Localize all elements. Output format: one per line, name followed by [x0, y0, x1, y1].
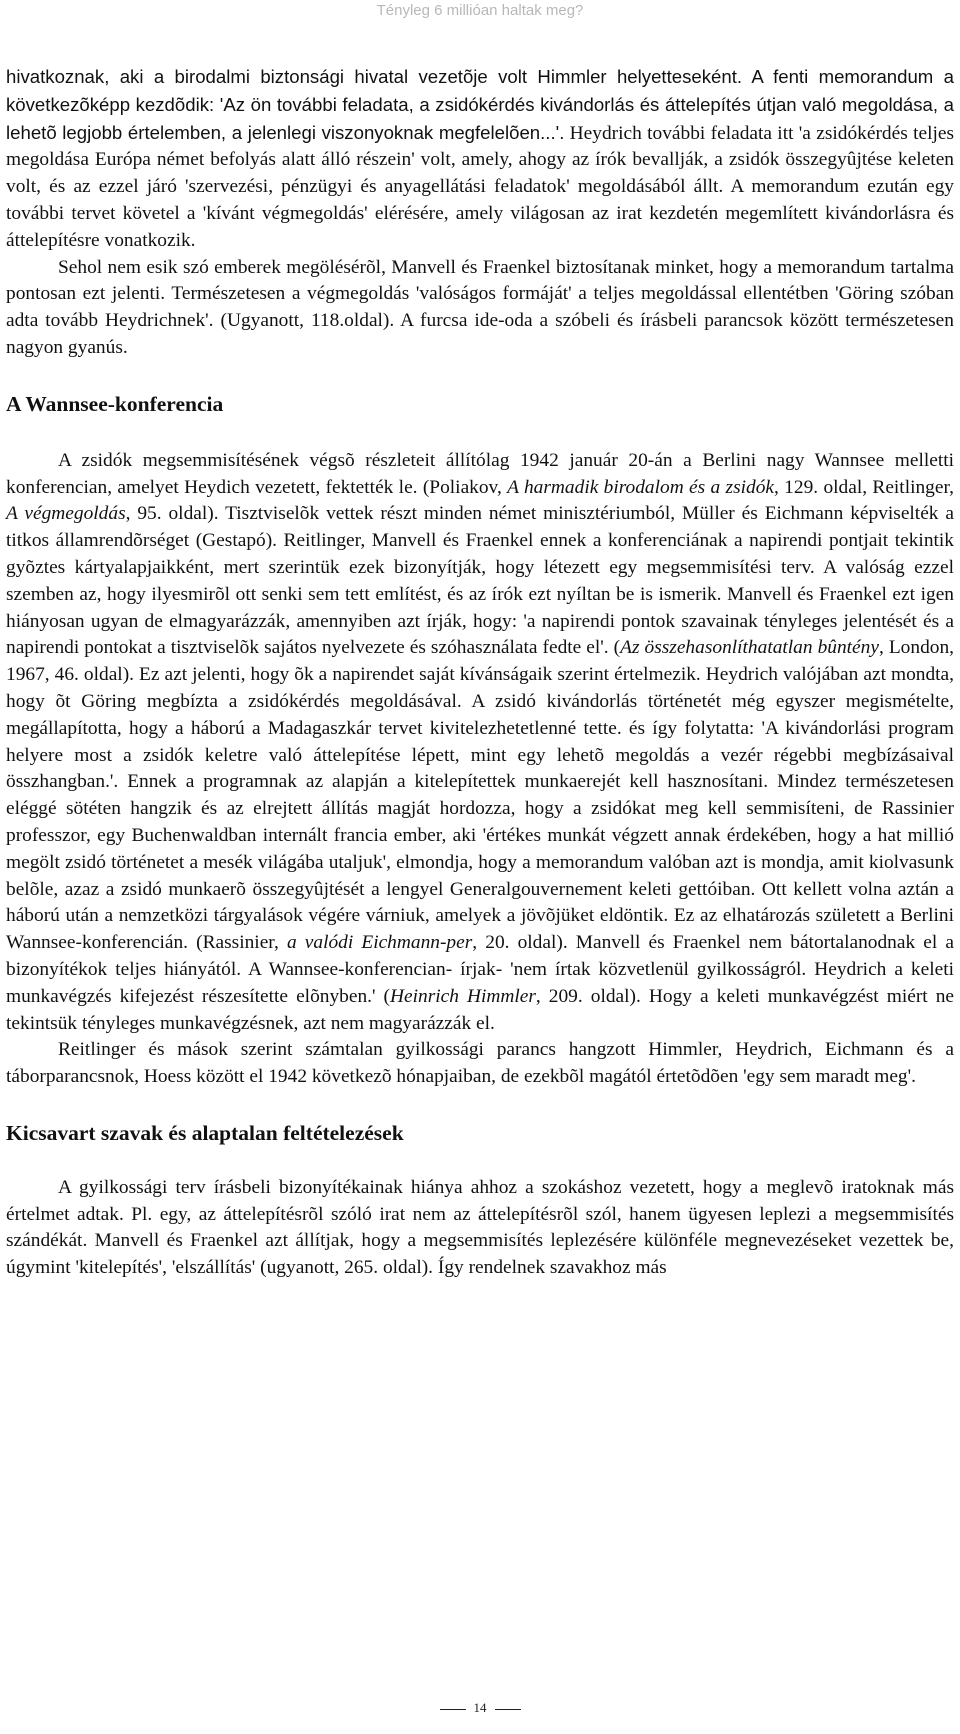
paragraph-3-text-a: A zsidók megsemmisítésének végsõ részleteit állítólag 1942 január 20-án a Berlini nagy Wannsee melletti konferencian, amelyet Heydich vezetett, fektették le. (Poliakov, — [6, 449, 954, 498]
paragraph-3-text-c: , 95. oldal). Tisztviselõk vettek részt minden német minisztériumból, Müller és Eichmann képviselték a titkos államrendõrséget (Gestapó). Reitlinger, Manvell és Fraenkel ennek a konferenciának a napirendi pontjait tekintik gyõztes kártyalapjaikként, mert szerintük ezek bizonyítják, hogy létezett egy megsemmisítési terv. A valóság ezzel szemben az, hogy ilyesmirõl ott senki sem tett említést, és az írók ezt nyíltan be is ismerik. Manvell és Fraenkel ezt igen hiányosan ugyan de elmagyarázzák, amennyiben azt írják, hogy: 'a napirendi pontok szavainak tényleges jelentését és a napirendi pontokat a tisztviselõk sajátos nyelvezete és szóhasználata fedte el'. ( — [6, 503, 954, 659]
paragraph-3-text-d: , London, 1967, 46. oldal). Ez azt jelenti, hogy õk a napirendet saját kívánságaik szerint értelmezik. Heydrich valójában azt mondta, hogy õt Göring megbízta a zsidókérdés megoldásával. A zsidó kivándorlás történetét még egyszer megismételte, megállapította, hogy a háború a Madagaszkár tervet kivitelezhetetlenné tette. és így folytatta: 'A kivándorlási program helyere most a zsidók keletre való áttelepítése lépett, mint egy lehetõ megoldás a vezér régebbi megbízásaival összhangban.'. Ennek a programnak az alapján a kitelepítettek munkaerejét kell hasznosítani. Mindez természetesen eléggé sötéten hangzik és az elrejtett állítás magját hordozza, hogy a zsidókat meg kell semmisíteni, de Rassinier professzor, egy Buchenwaldban internált francia ember, aki 'értékes munkát végzett annak érdekében, hogy a hat millió megölt zsidó történetet a mesék világába utaljuk', elmondja, hogy a memorandum valóban azt is mondja, amit kiolvasunk belõle, azaz a zsidó munkaerõ összegyûjtését a lengyel Generalgouvernement keleti gettóiban. Ott kellett volna aztán a háború után a nemzetközi tárgyalások végére várniuk, amelyek a jövõjüket eldöntik. Ez az elhatározás született a Berlini Wannsee-konferencián. (Rassinier, — [6, 637, 954, 954]
paragraph-2: Sehol nem esik szó emberek megölésérõl, Manvell és Fraenkel biztosítanak minket, hogy a memorandum tartalma pontosan ezt jelenti. Természetesen a végmegoldás 'valóságos formáját' a teljes megoldással ellentétben 'Göring szóban adta tovább Heydrichnek'. (Ugyanott, 118.oldal). A furcsa ide-oda a szóbeli és írásbeli parancsok között természetesen nagyon gyanús. — [6, 256, 954, 358]
paragraph-3-title-5: Heinrich Himmler — [390, 985, 536, 1007]
footer-dash-right — [495, 1709, 521, 1710]
paragraph-3-text-b: , 129. oldal, Reitlinger, — [774, 476, 954, 498]
paragraph-3-text-e: , 20. oldal). Manvell és Fraenkel nem bátortalanodnak el a bizonyítékok teljes hiányától. A Wannsee-konferencian- írjak- 'nem írtak közvetlenül gyilkosságról. Heydrich a keleti munkavégzés kifejezést részesítette elõnyben.' ( — [6, 932, 954, 1007]
running-head: Tényleg 6 millióan haltak meg? — [376, 2, 584, 19]
paragraph-1-sans-part: hivatkoznak, aki a birodalmi biztonsági hivatal vezetõje volt Himmler helyetteseként. A fenti memorandum a következõképp kezdõdik: 'Az ön további feladata, a zsidókérdés kivándorlás és áttelepítés útjan való megoldása, a lehetõ legjobb értelemben, a jelenlegi viszonyoknak megfelelõen...'. — [6, 66, 954, 143]
paragraph-3-text-f: , 209. oldal). Hogy a keleti munkavégzést miért ne tekintsük tényleges munkavégzésnek, azt nem magyarázzák el. — [6, 985, 955, 1034]
section-heading-wannsee: A Wannsee-konferencia — [6, 391, 224, 416]
paragraph-5: A gyilkossági terv írásbeli bizonyítékainak hiánya ahhoz a szokáshoz vezetett, hogy a meglevõ iratoknak más értelmet adtak. Pl. egy, az áttelepítésrõl szóló irat nem az áttelepítésrõl szól, hanem ügyesen leplezi a megsemmisítés szándékát. Manvell és Fraenkel azt állítjak, hogy a megsemmisítés leplezésére különféle megnevezéseket vezettek be, úgymint 'kitelepítés', 'elszállítás' (ugyanott, 265. oldal). Így rendelnek szavakhoz más — [6, 1176, 954, 1279]
paragraph-4: Reitlinger és mások szerint számtalan gyilkossági parancs hangzott Himmler, Heydrich, Eichmann és a táborparancsnok, Hoess között el 1942 következõ hónapjaiban, de ezekbõl magától értetõdõen 'egy sem maradt meg'. — [6, 1039, 954, 1088]
section-heading-kicsavart: Kicsavart szavak és alaptalan feltételezések — [6, 1120, 404, 1145]
page-number: 14 — [473, 1700, 487, 1715]
paragraph-3-title-3: Az összehasonlíthatatlan bûntény — [620, 637, 879, 659]
paragraph-1 — [6, 64, 954, 255]
page-body — [6, 64, 954, 1282]
paragraph-3-title-4: a valódi Eichmann-per — [286, 932, 473, 954]
paragraph-3-title-2: A végmegoldás — [6, 503, 126, 525]
paragraph-3 — [6, 448, 954, 1038]
paragraph-3-title-1: A harmadik birodalom és a zsidók — [507, 476, 775, 498]
footer-dash-left — [440, 1709, 466, 1710]
page-footer — [0, 1700, 960, 1716]
paragraph-1-serif-part: Heydrich további feladata itt 'a zsidókérdés teljes megoldása Európa német befolyás alatt álló részein' volt, amely, ahogy az írók bevallják, a zsidók összegyûjtése keleten volt, és az ezzel járó 'szervezési, pénzügyi és anyagellátási feladatok' megoldásából állt. A memorandum ezután egy további tervet követel a 'kívánt végmegoldás' elérésére, amely világosan az irat kezdetén megemlített kivándorlásra és áttelepítésre vonatkozik. — [6, 122, 954, 251]
